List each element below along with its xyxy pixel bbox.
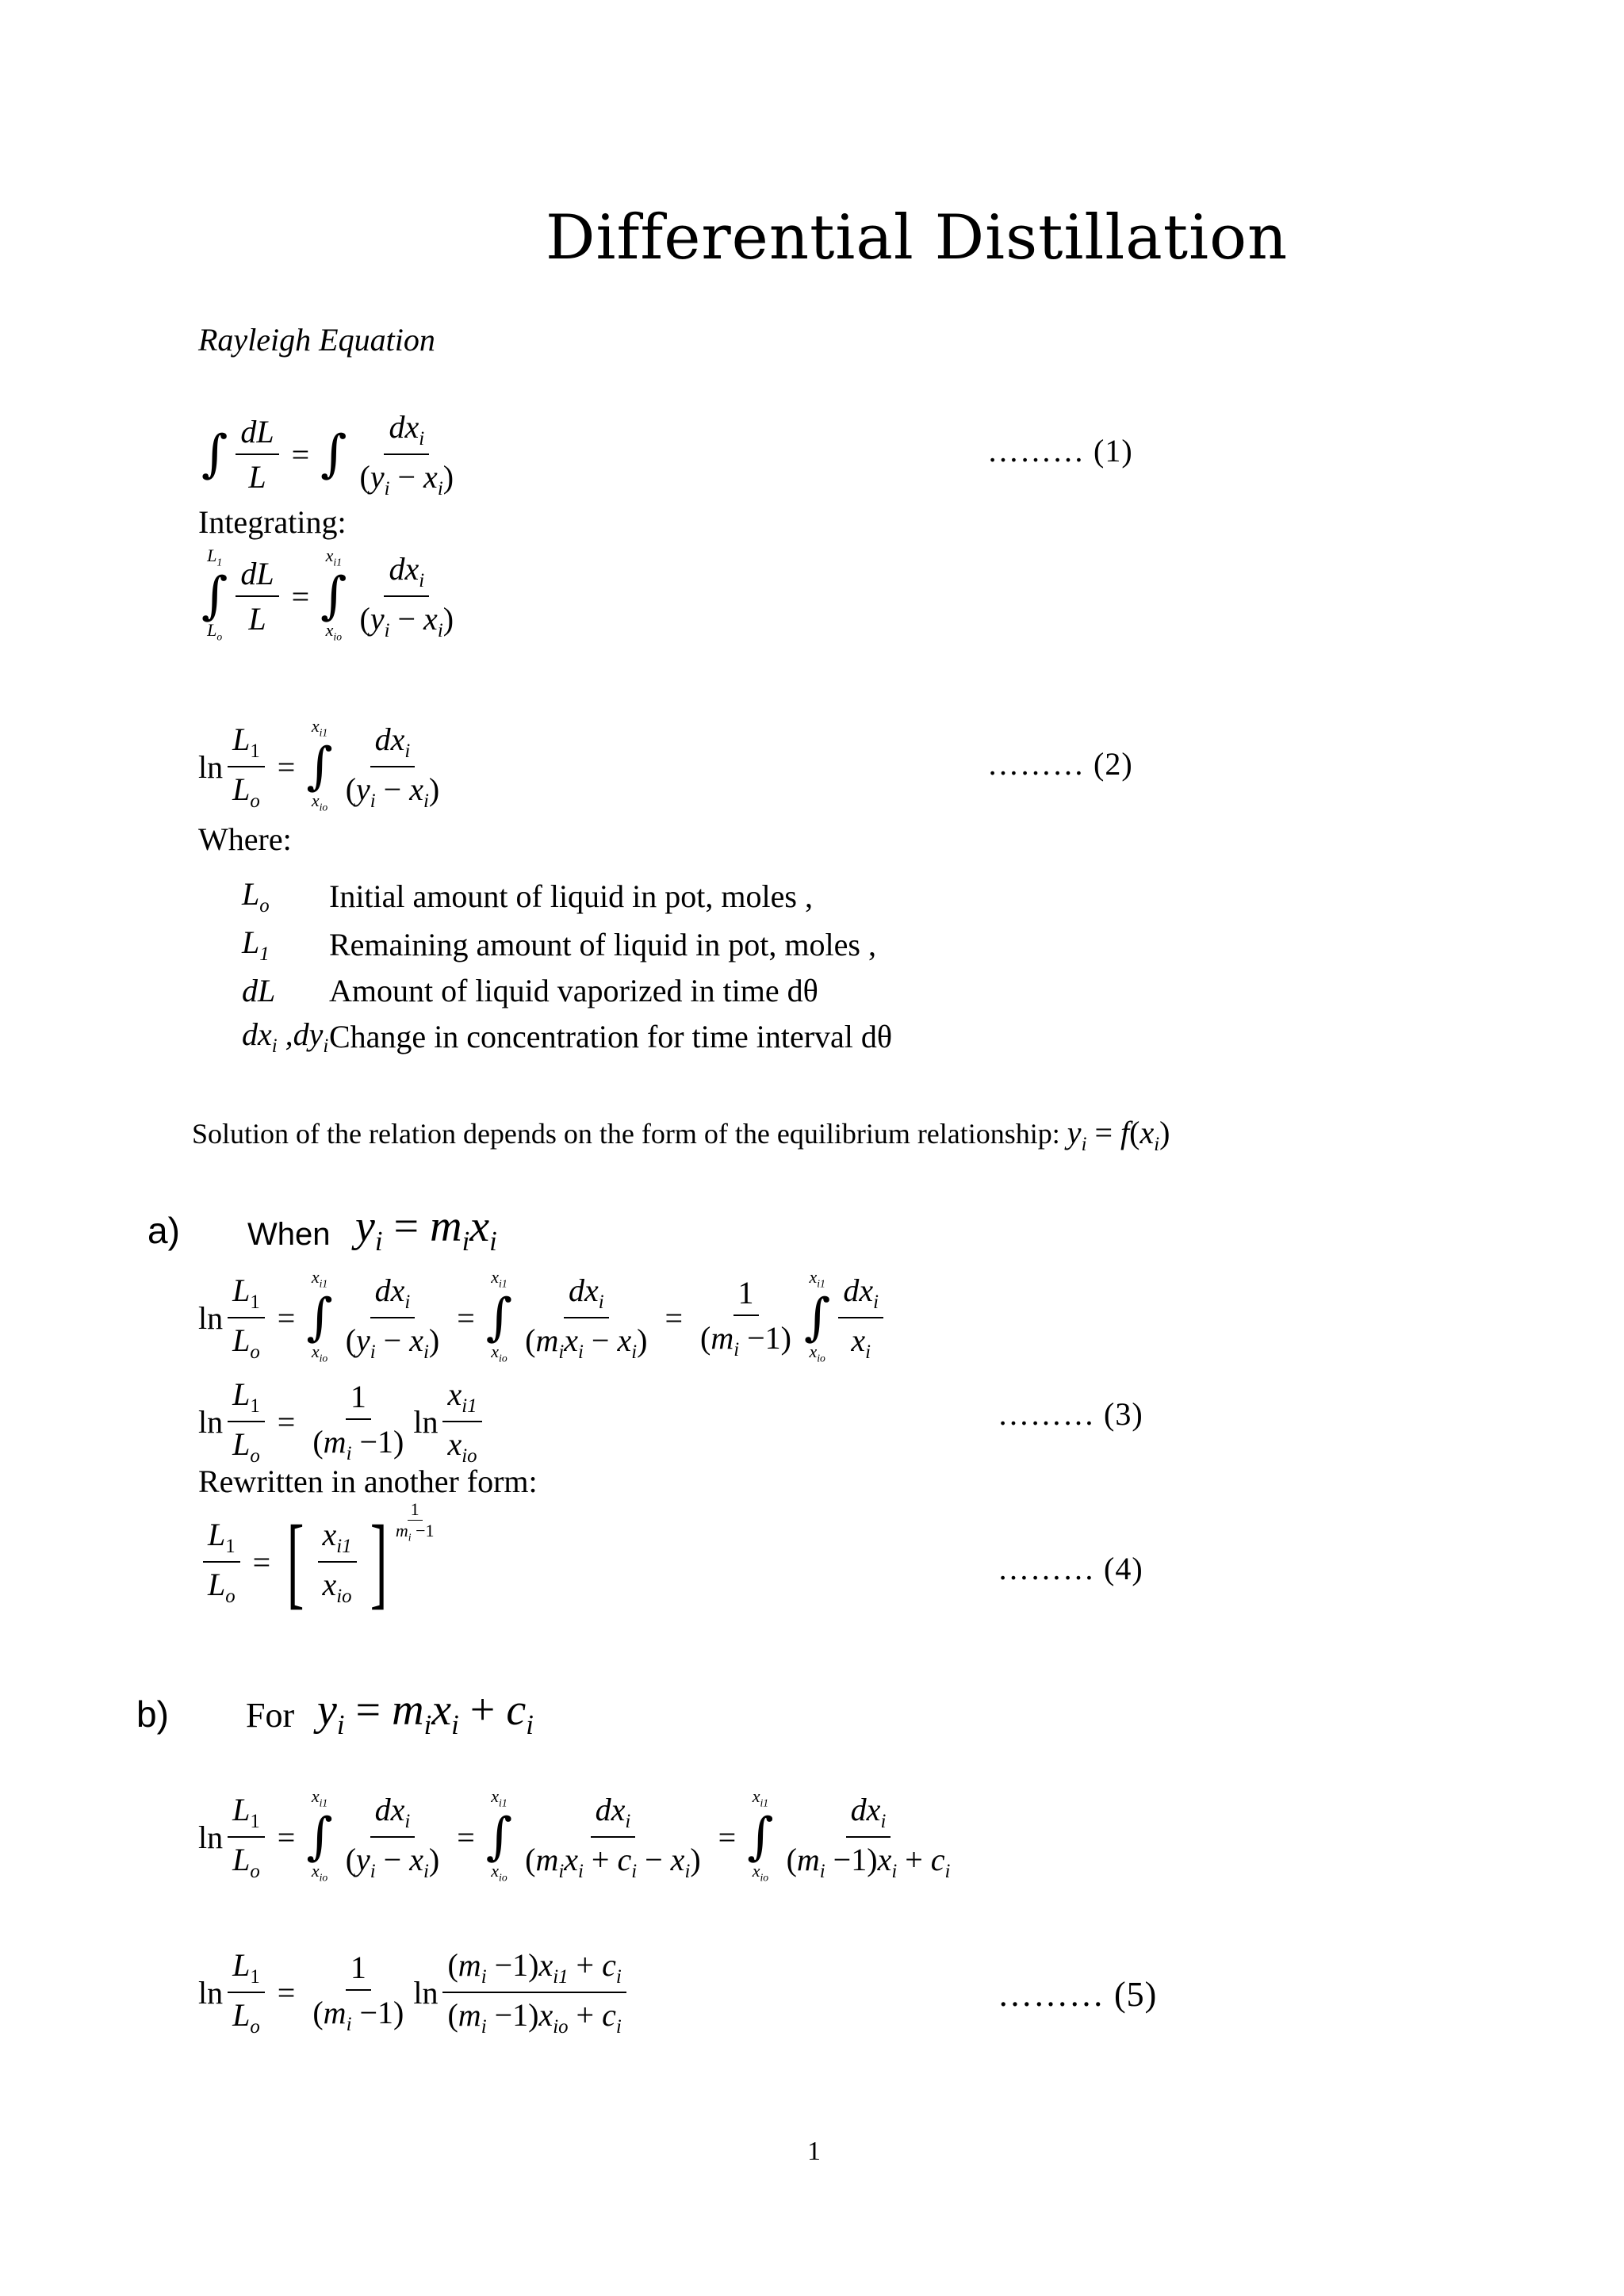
solution-sentence: Solution of the relation depends on the form of the equilibrium relationship: $y_i = f(x_i)$ [192,1115,1170,1155]
equation-1: ∫ $\frac{dL}{L}$ = ∫ $\frac{dx_i}{(y_i - x_i)}$ [201,409,454,499]
equation-2: ln $\frac{L_1}{L_o}$ = $x_{i1}$ ∫ $x_{io}$ $\frac{dx_i}{(y_i - x_i)}$ [198,716,440,813]
definition-row [242,969,892,1012]
where-label: Where: [198,821,292,857]
equation-case-b-derivation: ln $\frac{L_1}{L_o}$ = $x_{i1}$ ∫ $x_{io}$ $\frac{dx_i}{(y_i - x_i)}$ = $x_{i1}$ ∫ $x_{io}$ $\frac{dx_i}{(m_ix_i + c_i - x_i)}$ = $x_{i1}$ ∫ $x_{io}$ $\frac{dx_i}{(m_i -1)x_i + c_i}$ [198,1786,951,1884]
definition-symbol: $L_o$ [242,876,270,916]
case-b-relation: $y_i = m_ix_i + c_i$ [317,1686,534,1741]
definition-text: Change in concentration for time interval dθ [329,1019,893,1054]
equation-number-4: ……… (4) [998,1551,1143,1586]
definition-row [242,920,892,969]
integrating-label: Integrating: [198,504,347,540]
case-b-label: b) [136,1693,169,1735]
case-b-lead: For [246,1696,295,1735]
definition-text: Initial amount of liquid in pot, moles , [329,878,813,914]
equation-number-1: ……… (1) [987,433,1133,469]
case-a-relation: $y_i = m_ix_i$ [355,1202,497,1257]
definition-symbol: $dx_i$ $,dy_i$ [242,1016,329,1057]
page-title: Differential Distillation [546,202,1289,274]
definition-text: Remaining amount of liquid in pot, moles , [329,927,876,962]
rewritten-label: Rewritten in another form: [198,1464,538,1499]
equation-3: ln $\frac{L_1}{L_o}$ = $\frac{1}{(m_i -1)}$ ln $\frac{x_{i1}}{x_{io}}$ [198,1376,487,1468]
definition-row [242,872,892,920]
case-a-lead: When [247,1217,331,1252]
page-number: 1 [807,2137,821,2166]
case-a-label: a) [147,1210,180,1251]
solution-text: Solution of the relation depends on the form of the equilibrium relationship: [192,1118,1060,1150]
equation-number-5: ……… (5) [998,1975,1158,2014]
definition-symbol: dL [242,973,276,1008]
section-subtitle: Rayleigh Equation [198,322,435,358]
definitions-list [242,872,892,1061]
equation-number-3: ……… (3) [998,1396,1143,1432]
equation-integrating: $L_1$ ∫ $L_o$ $\frac{dL}{L}$ = $x_{i1}$ ∫ $x_{io}$ $\frac{dx_i}{(y_i - x_i)}$ [201,545,454,643]
definition-row [242,1012,892,1061]
definition-text: Amount of liquid vaporized in time dθ [329,973,818,1008]
equation-5: ln $\frac{L_1}{L_o}$ = $\frac{1}{(m_i -1)}$ ln $\frac{(m_i -1)x_{i1} + c_i}{(m_i -1)x_{io} + c_i}$ [198,1946,631,2038]
equation-4: $\frac{L_1}{L_o}$ = [ $\frac{x_{i1}}{x_{io}}$ ] 1 $m_i -1$ [198,1510,434,1613]
equation-number-2: ……… (2) [987,746,1133,782]
equation-case-a-derivation: ln $\frac{L_1}{L_o}$ = $x_{i1}$ ∫ $x_{io}$ $\frac{dx_i}{(y_i - x_i)}$ = $x_{i1}$ ∫ $x_{io}$ $\frac{dx_i}{(m_ix_i - x_i)}$ = $\frac{1}{(m_i -1)}$ $x_{i1}$ ∫ $x_{io}$ $\frac{dx_i}{x_i}$ [198,1269,888,1368]
definition-symbol: $L_1$ [242,924,270,965]
